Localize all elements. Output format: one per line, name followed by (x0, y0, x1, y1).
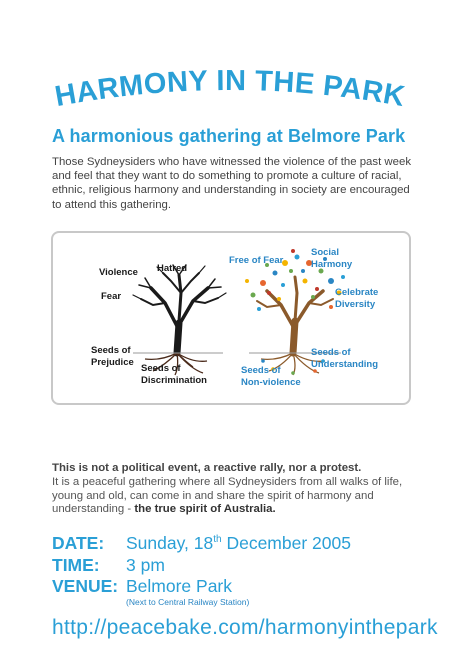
label-free-of-fear: Free of Fear (229, 255, 284, 266)
left-tree-graphic (133, 265, 226, 353)
right-tree-graphic (257, 277, 333, 353)
label-celebrate: Celebrate (335, 287, 379, 298)
illustration-panel (51, 231, 411, 405)
label-seeds-prejudice-1: Seeds of (91, 345, 131, 356)
label-seeds-prejudice-2: Prejudice (91, 357, 134, 368)
time-value: 3 pm (126, 555, 165, 575)
website-link[interactable]: http://peacebake.com/harmonyinthepark (52, 616, 438, 639)
label-fear: Fear (101, 291, 122, 302)
statement-body: It is a peaceful gathering where all Sydneysiders from all walks of life, young and old, can come in and share the spirit of harmony and understanding - (52, 475, 403, 516)
subtitle: A harmonious gathering at Belmore Park (52, 126, 406, 146)
venue-label: VENUE: (52, 576, 119, 596)
date-value-prefix: Sunday, 18 (126, 533, 214, 553)
time-label: TIME: (52, 555, 100, 575)
label-seeds-nonviolence-1: Seeds of (241, 365, 281, 376)
date-row (52, 533, 351, 554)
date-label: DATE: (52, 533, 105, 553)
label-hatred: Hatred (157, 263, 188, 274)
label-social: Social (311, 247, 339, 258)
venue-row (52, 576, 232, 597)
label-harmony: Harmony (311, 259, 353, 270)
label-violence: Violence (99, 267, 138, 278)
label-seeds-understanding-1: Seeds of (311, 347, 351, 358)
statement (52, 462, 414, 517)
venue-note: (Next to Central Railway Station) (126, 597, 250, 607)
page-title-text: HARMONY IN THE PARK (52, 64, 408, 114)
page-title (40, 62, 420, 122)
date-value-suffix: December 2005 (221, 533, 351, 553)
statement-emphasis: the true spirit of Australia. (134, 503, 276, 516)
label-seeds-discrimination-1: Seeds of (141, 363, 181, 374)
statement-lead: This is not a political event, a reactive rally, nor a protest. (52, 462, 362, 474)
label-seeds-nonviolence-2: Non-violence (241, 377, 301, 388)
label-diversity: Diversity (335, 299, 376, 310)
date-value-sup: th (213, 534, 222, 546)
label-seeds-understanding-2: Understanding (311, 359, 379, 370)
label-seeds-discrimination-2: Discrimination (141, 375, 207, 386)
intro-paragraph: Those Sydneysiders who have witnessed the violence of the past week and feel that they want to do something to promote a culture of racial, ethnic, religious harmony and understanding in society are encouraged to attend this gathering. (52, 156, 412, 211)
venue-value: Belmore Park (126, 576, 233, 596)
time-row (52, 555, 165, 576)
svg-text:HARMONY IN THE PARK (53, 65, 408, 113)
